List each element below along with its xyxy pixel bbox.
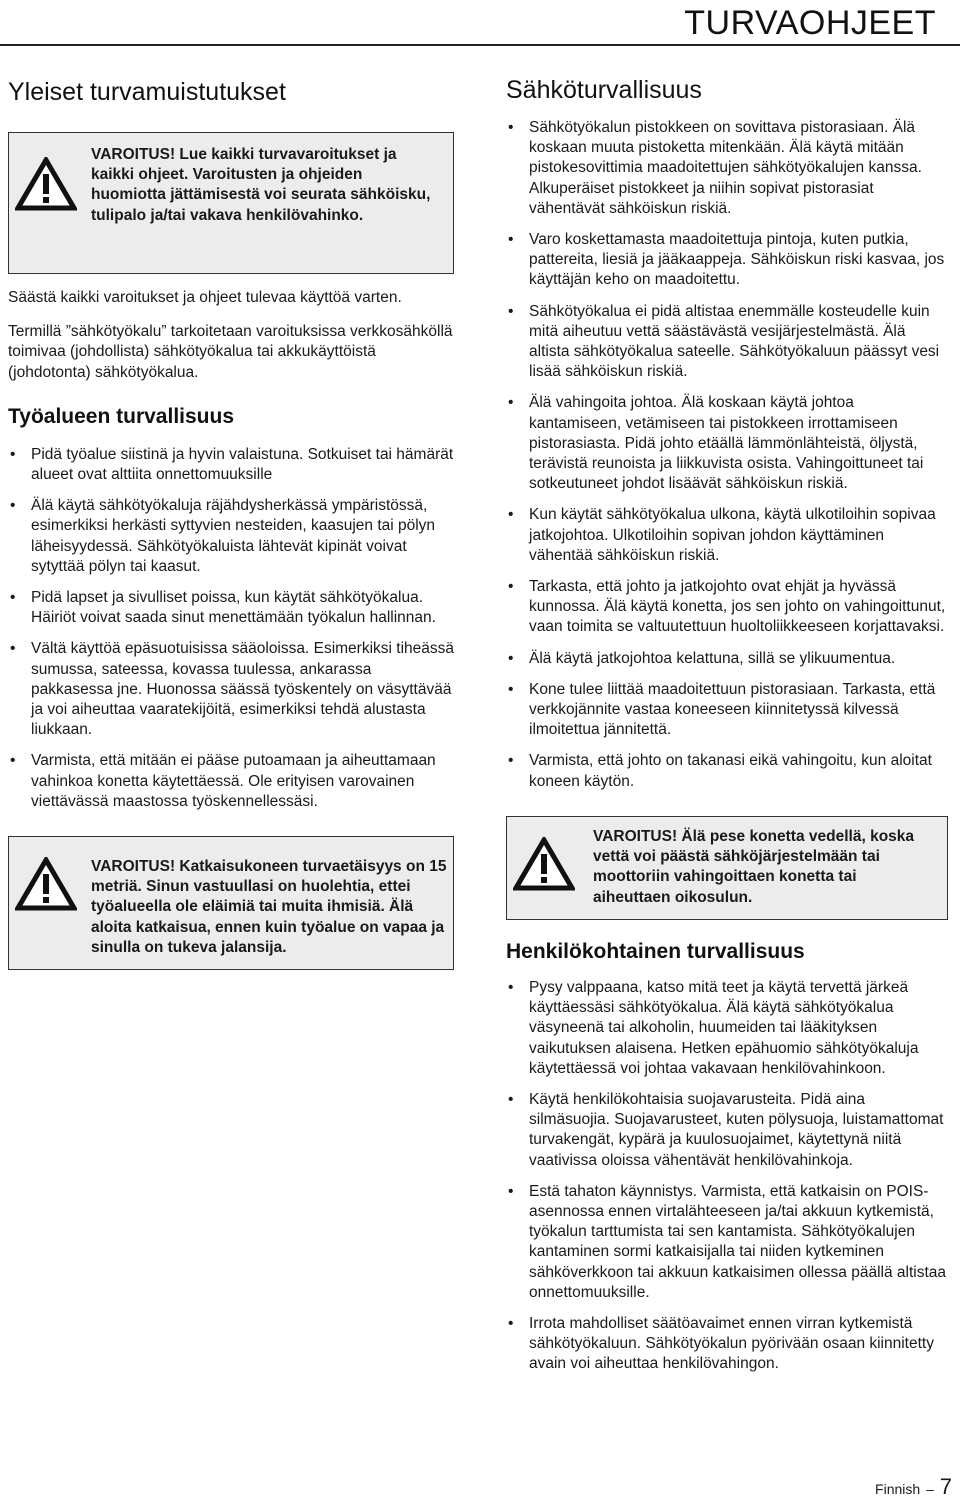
bullet-icon: • <box>10 497 16 515</box>
section-heading-personal: Henkilökohtainen turvallisuus <box>506 939 805 963</box>
list-item: • Tarkasta, että johto ja jatkojohto ovat ehjät ja hyvässä kunnossa. Älä käytä konetta, jos sen johto on vahingoittunut, vaan toimita se valtuutettuun huoltoliikkeeseen korjattavaksi. <box>508 578 946 636</box>
list-item: • Sähkötyökalua ei pidä altistaa enemmälle kosteudelle kuin mitä aiheutuu vettä säästävästä vesijärjestelmästä. Älä altista sähkötyökalua sateelle. Sähkötyökaluun päässyt vesi lisää sähköiskun riskiä. <box>508 302 940 381</box>
list-item: • Varmista, että johto on takanasi eikä vahingoitu, kun aloitat koneen käytön. <box>508 752 932 790</box>
right-column <box>506 70 948 1375</box>
left-column <box>8 70 454 970</box>
list-item: • Älä käytä sähkötyökaluja räjähdysherkässä ympäristössä, esimerkiksi herkästi syttyvien nesteiden, kaasujen tai pölyn läheisyydessä. Sähkötyökaluista lähtevät kipinät voivat sytyttää pölyn tai kaasut. <box>10 497 436 575</box>
list-item: • Pidä työalue siistinä ja hyvin valaistuna. Sotkuiset tai hämärät alueet ovat alttiita onnettomuuksille <box>10 445 454 484</box>
list-item: • Pidä lapset ja sivulliset poissa, kun käytät sähkötyökalua. Häiriöt voivat saada sinut menettämään työkalun hallinnan. <box>10 589 436 627</box>
warning-box-distance <box>8 836 454 970</box>
bullet-icon: • <box>508 119 514 136</box>
bullet-icon: • <box>10 589 16 607</box>
bullet-icon: • <box>508 1314 514 1332</box>
bullet-icon: • <box>10 445 16 463</box>
list-item: • Kone tulee liittää maadoitettuun pistorasiaan. Tarkasta, että verkkojännite vastaa koneeseen kiinnitetyssä kilvessä ilmoitettua jännitettä. <box>508 680 936 739</box>
page-title: TURVAOHJEET <box>684 4 936 42</box>
page-footer <box>875 1474 952 1500</box>
section-heading-electrical: Sähköturvallisuus <box>506 76 702 104</box>
list-item: • Sähkötyökalun pistokkeen on sovittava pistorasiaan. Älä koskaan muuta pistoketta mitenkään. Älä käytä mitään pistokesovittimia maadoitettujen sähkötyökalujen kanssa. Alkuperäiset pistokkeet ja niihin sopivat pistorasiat vähentävät sähköiskun riskiä. <box>508 119 922 217</box>
bullet-icon: • <box>508 752 514 770</box>
section-heading-general: Yleiset turvamuistutukset <box>8 78 286 106</box>
bullet-icon: • <box>508 680 514 698</box>
bullet-icon: • <box>508 1182 514 1200</box>
warning-triangle-icon <box>15 857 77 916</box>
footer-separator: – <box>926 1481 934 1497</box>
electrical-list <box>506 118 948 792</box>
warning-box-washing <box>506 816 948 920</box>
warning-box-general <box>8 132 454 274</box>
personal-safety-list <box>506 978 948 1375</box>
section-heading-work-area: Työalueen turvallisuus <box>8 404 235 428</box>
footer-language: Finnish <box>875 1481 921 1497</box>
bullet-icon: • <box>508 578 514 596</box>
warning-triangle-icon <box>15 157 77 216</box>
warning-text-washing: VAROITUS! Älä pese konetta vedellä, koska vettä voi päästä sähköjärjestelmään tai moottoriin vahingoittaen konetta tai aiheuttaen oikosulun. <box>593 827 915 906</box>
paragraph-save-instructions: Säästä kaikki varoitukset ja ohjeet tulevaa käyttöä varten. <box>8 289 402 306</box>
list-item: • Estä tahaton käynnistys. Varmista, että katkaisin on POIS-asennossa ennen virtalähteeseen ja/tai akkuun kytkemistä, työkalun tarttumista tai sen kantamista. Sähkötyökalujen kantaminen sormi katkaisijalla tai niiden kytkeminen sähköverkkoon tai akkuun katkaisimen ollessa päällä altistaa onnettomuuksille. <box>508 1182 947 1301</box>
page-number: 7 <box>939 1474 952 1499</box>
list-item: • Varo koskettamasta maadoitettuja pintoja, kuten putkia, pattereita, liesiä ja jääkaappeja. Sähköiskun riski kasvaa, jos käyttäjän keho on maadoitettu. <box>508 231 945 289</box>
bullet-icon: • <box>508 394 514 412</box>
list-item: • Pysy valppaana, katso mitä teet ja käytä tervettä järkeä käyttäessäsi sähkötyökalua. Älä käytä sähkötyökalua väsyneenä tai alkoholin, huumeiden tai lääkityksen vaikutuksen alaisena. Hetken epähuomio sähkötyökaluja käytettäessä voi johtaa vakavaan henkilövahinkoon. <box>508 978 919 1077</box>
bullet-icon: • <box>10 640 16 658</box>
list-item: • Vältä käyttöä epäsuotuisissa sääoloissa. Esimerkiksi tiheässä sumussa, sateessa, kovassa tuulessa, ankarassa pakkasessa jne. Huonossa säässä työskentely on väsyttävää ja voi aiheuttaa vaaratekijöitä, esimerkiksi tehdä alustasta liukkaan. <box>10 640 455 739</box>
work-area-list <box>8 445 454 812</box>
title-rule <box>0 44 960 46</box>
paragraph-term-definition: Termillä ”sähkötyökalu” tarkoitetaan varoituksissa verkkosähköllä toimivaa (johdollista) sähkötyökalua tai akkukäyttöistä (johdotonta) sähkötyökalua. <box>8 323 453 381</box>
list-item: • Älä vahingoita johtoa. Älä koskaan käytä johtoa kantamiseen, vetämiseen tai pistokkeen irrottamiseen pistorasiasta. Pidä johto etäällä lämmönlähteistä, öljystä, terävistä reunoista ja liikkuvista osista. Vahingoittuneet tai sotkeutuneet johdot lisäävät sähköiskun riskiä. <box>508 394 924 493</box>
warning-text-distance: VAROITUS! Katkaisukoneen turvaetäisyys on 15 metriä. Sinun vastuullasi on huolehtia, ettei työalueella ole eläimiä tai muita ihmisiä. Älä aloita katkaisua, ennen kuin työalue on vapaa ja sinulla on tukeva jalansija. <box>91 858 447 956</box>
bullet-icon: • <box>508 302 514 320</box>
warning-text-general: VAROITUS! Lue kaikki turvavaroitukset ja kaikki ohjeet. Varoitusten ja ohjeiden huomiotta jättämisestä voi seurata sähköisku, tulipalo ja/tai vakava henkilövahinko. <box>91 146 431 224</box>
bullet-icon: • <box>508 506 514 524</box>
bullet-icon: • <box>508 1090 514 1108</box>
bullet-icon: • <box>10 752 16 770</box>
list-item: • Älä käytä jatkojohtoa kelattuna, sillä se ylikuumentua. <box>506 649 948 669</box>
bullet-icon: • <box>508 231 514 249</box>
list-item: • Käytä henkilökohtaisia suojavarusteita. Pidä aina silmäsuojia. Suojavarusteet, kuten pölysuoja, luistamattomat turvakengät, kypärä ja kuulosuojaimet, käytettynä niitä vaativissa oloissa vähentävät henkilövahinkoja. <box>508 1090 944 1169</box>
list-item: • Irrota mahdolliset säätöavaimet ennen virran kytkemistä sähkötyökaluun. Sähkötyökalun pyörivään osaan kiinnitetty avain voi aiheuttaa henkilövahingon. <box>508 1314 934 1373</box>
bullet-icon: • <box>508 649 514 667</box>
list-item: • Varmista, että mitään ei pääse putoamaan ja aiheuttamaan vahinkoa konetta käytettäessä. Ole erityisen varovainen viettävässä maastossa työskennellessäsi. <box>10 752 436 810</box>
bullet-icon: • <box>508 978 514 996</box>
warning-triangle-icon <box>513 837 575 896</box>
list-item: • Kun käytät sähkötyökalua ulkona, käytä ulkotiloihin sopivaa jatkojohtoa. Ulkotiloihin sopivan johdon käyttäminen vähentää sähköiskun riskiä. <box>508 506 936 564</box>
